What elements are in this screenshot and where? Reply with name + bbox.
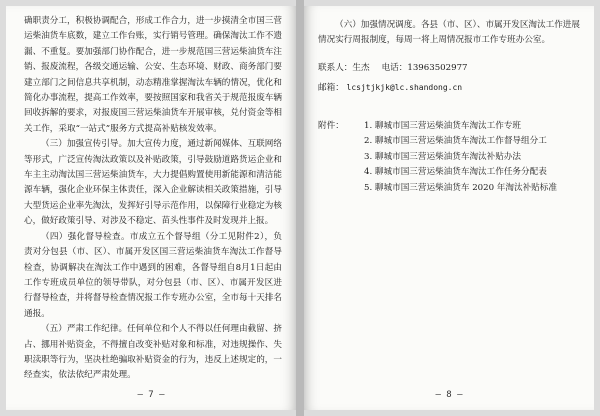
book-gutter [296,0,304,416]
paragraph-supervision: （四）强化督导检查。市成立五个督导组（分工见附件2），负责对分包县（市、区）、市属开发区国三营运柴油货车淘汰工作督导检查，协调解决在淘汰工作中遇到的困难，各督导组自8月1日起由工作专班成员单位的领导带队，对分包县（市、区）、市属开发区进行督导检查，并将督导检查情况报工作专班办公室，全市每十天排名通报。 [24,231,282,319]
attachment-item: 2. 聊城市国三营运柴油货车淘汰工作督导组分工 [364,136,547,147]
right-page-body [318,18,580,197]
page-number-right: — 8 — [435,390,463,400]
contact-person: 联系人：生杰 [318,62,370,73]
attachments-list [364,119,557,197]
left-page-body [24,14,282,384]
email-address: lcsjtjkjk@lc.shandong.cn [346,83,463,93]
email-label: 邮箱： [318,83,344,94]
paragraph-reporting: （六）加强情况调度。各县（市、区）、市属开发区淘汰工作进展情况实行周报制度，每周一将上周情况报市工作专班办公室。 [318,20,580,46]
paragraph-continuation: 确职责分工，积极协调配合，形成工作合力，进一步摸清全市国三营运柴油货车底数，建立工作台账，实行销号管理。确保淘汰工作不遗漏、不重复。要加强部门协作配合，进一步规范国三营运柴油货车注销、报废流程，各级交通运输、公安、生态环境、财政、商务部门要建立部门之间信息共享机制，动态精准掌握淘汰车辆的情况，优化和简化办事流程，提高工作效率，要按照国家和我省关于规范报废车辆回收拆解的要求，对报废国三营运柴油货车开展审核，兑付资金等相关工作，采取“一站式”服务方式提高补贴核发效率。 [24,16,282,134]
attachment-item: 4. 聊城市国三营运柴油货车淘汰工作任务分配表 [364,167,547,178]
paragraph-discipline: （五）严肃工作纪律。任何单位和个人不得以任何理由截留、挤占、挪用补贴资金，不得擅自改变补贴对象和标准，对违规操作、失职渎职等行为，坚决杜绝骗取补贴资金的行为，违反上述规定的，一经查实，依法依纪严肃处理。 [24,324,282,381]
right-page [304,6,594,410]
paragraph-publicity: （三）加强宣传引导。加大宣传力度，通过新闻媒体、互联网络等形式，广泛宣传淘汰政策以及补贴政策，引导鼓励道路货运企业和车主主动淘汰国三营运柴油货车，大力提倡购置使用新能源和清洁能源车辆，强化企业环保主体责任，深入企业解读相关政策措施，引导大型货运企业率先淘汰，发挥好引导示范作用，以保障行业稳定为核心，做好政策引导、对涉及不稳定、苗头性事件及时发现并上报。 [24,139,282,227]
attachment-item: 1. 聊城市国三营运柴油货车淘汰工作专班 [364,120,522,131]
attachments-section [318,119,580,197]
contact-row [318,61,580,76]
left-page [6,6,296,410]
attachment-item: 5. 聊城市国三营运柴油货车 2020 年淘汰补贴标准 [364,183,557,193]
attachments-label: 附件： [318,120,344,131]
email-row [318,80,580,96]
page-number-left: — 7 — [137,390,165,400]
attachment-item: 3. 聊城市国三营运柴油货车淘汰补贴办法 [364,151,522,162]
contact-phone: 电话：13963502977 [381,62,468,73]
